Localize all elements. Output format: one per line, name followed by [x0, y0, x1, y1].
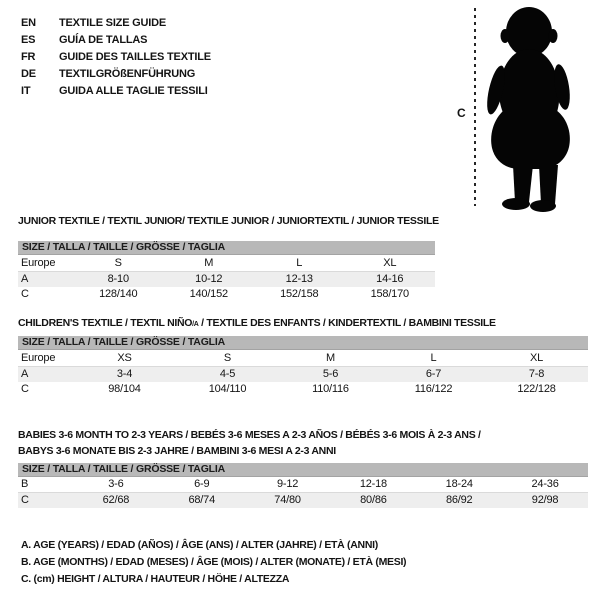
- language-row-de: [21, 66, 211, 83]
- height-dashed-line: [474, 8, 476, 206]
- row-label: B: [21, 478, 29, 490]
- title-subscript: /A: [192, 321, 199, 328]
- row-label: A: [21, 368, 29, 380]
- language-code: FR: [21, 51, 36, 63]
- row-label: C: [21, 494, 29, 506]
- size-cell: L: [296, 257, 303, 269]
- title-part: / TEXTILE DES ENFANTS / KINDERTEXTIL / BAMBINI TESSILE: [198, 317, 496, 329]
- table-row: [18, 350, 588, 367]
- height-cell: 80/86: [360, 494, 387, 506]
- title-part: CHILDREN'S TEXTILE / TEXTIL NIÑO: [18, 317, 193, 329]
- height-cell: 140/152: [189, 288, 228, 300]
- junior-table-title: JUNIOR TEXTILE / TEXTIL JUNIOR/ TEXTILE JUNIOR / JUNIORTEXTIL / JUNIOR TESSILE: [18, 215, 439, 227]
- age-cell: 5-6: [322, 368, 339, 380]
- language-row-fr: [21, 49, 211, 66]
- legend-line-a: A. AGE (YEARS) / EDAD (AÑOS) / ÂGE (ANS) / ALTER (JAHRE) / ETÀ (ANNI): [21, 539, 378, 551]
- language-row-es: [21, 32, 211, 49]
- height-cell: 122/128: [517, 383, 556, 395]
- age-cell: 9-12: [276, 478, 299, 490]
- height-cell: 74/80: [274, 494, 301, 506]
- row-label: C: [21, 288, 29, 300]
- guide-title-fr: GUIDE DES TAILLES TEXTILE: [59, 51, 211, 63]
- language-code: DE: [21, 68, 36, 80]
- size-header-bar: SIZE / TALLA / TAILLE / GRÖSSE / TAGLIA: [18, 241, 435, 255]
- age-cell: 10-12: [195, 273, 223, 285]
- language-code: IT: [21, 85, 31, 97]
- age-cell: 4-5: [219, 368, 236, 380]
- toddler-silhouette: [482, 5, 578, 213]
- language-row-it: [21, 83, 211, 100]
- size-cell: XL: [529, 352, 544, 364]
- height-cell: 158/170: [370, 288, 409, 300]
- language-code: EN: [21, 17, 36, 29]
- guide-title-en: TEXTILE SIZE GUIDE: [59, 17, 167, 29]
- age-cell: 3-4: [116, 368, 133, 380]
- height-cell: 104/110: [208, 383, 247, 395]
- size-cell: M: [204, 257, 214, 269]
- table-row: [18, 382, 588, 397]
- size-header-bar: SIZE / TALLA / TAILLE / GRÖSSE / TAGLIA: [18, 336, 588, 350]
- size-cell: XS: [117, 352, 132, 364]
- age-cell: 18-24: [445, 478, 473, 490]
- title-line-1: BABIES 3-6 MONTH TO 2-3 YEARS / BEBÉS 3-6 MESES A 2-3 AÑOS / BÉBÉS 3-6 MOIS À 2-3 ANS /: [18, 429, 481, 441]
- age-cell: 6-7: [425, 368, 442, 380]
- row-label: A: [21, 273, 29, 285]
- babies-table-title: [18, 427, 588, 459]
- language-row-en: [21, 15, 211, 32]
- babies-size-table: [18, 477, 588, 508]
- row-label: Europe: [21, 352, 56, 364]
- measurement-legend: [21, 537, 406, 588]
- language-title-list: [21, 15, 211, 100]
- height-cell: 116/122: [414, 383, 453, 395]
- row-label: Europe: [21, 257, 56, 269]
- size-header-bar: SIZE / TALLA / TAILLE / GRÖSSE / TAGLIA: [18, 463, 588, 477]
- legend-line-b: B. AGE (MONTHS) / EDAD (MESES) / ÂGE (MOIS) / ALTER (MONATE) / ETÀ (MESI): [21, 556, 407, 568]
- age-cell: 24-36: [531, 478, 559, 490]
- table-row: [18, 477, 588, 493]
- children-table-section: [18, 317, 588, 397]
- size-cell: S: [114, 257, 122, 269]
- table-row: [18, 367, 588, 383]
- size-cell: S: [223, 352, 232, 364]
- size-cell: M: [326, 352, 335, 364]
- table-row: [18, 287, 435, 302]
- age-cell: 14-16: [376, 273, 404, 285]
- babies-table-section: [18, 427, 588, 508]
- language-code: ES: [21, 34, 36, 46]
- height-measure-label: C: [457, 106, 466, 120]
- junior-table-section: [18, 215, 439, 302]
- age-cell: 8-10: [107, 273, 129, 285]
- table-row: [18, 272, 435, 288]
- height-cell: 62/68: [102, 494, 130, 506]
- age-cell: 7-8: [528, 368, 545, 380]
- legend-line-c: C. (cm) HEIGHT / ALTURA / HAUTEUR / HÖHE / ALTEZZA: [21, 573, 290, 585]
- height-cell: 68/74: [188, 494, 215, 506]
- title-line-2: BABYS 3-6 MONATE BIS 2-3 JAHRE / BAMBINI 3-6 MESI A 2-3 ANNI: [18, 445, 336, 457]
- size-cell: L: [430, 352, 437, 364]
- height-cell: 86/92: [445, 494, 473, 506]
- children-size-table: [18, 350, 588, 397]
- size-cell: XL: [383, 257, 397, 269]
- age-cell: 3-6: [108, 478, 124, 490]
- table-row: [18, 493, 588, 509]
- guide-title-it: GUIDA ALLE TAGLIE TESSILI: [59, 85, 208, 97]
- junior-size-table: [18, 255, 435, 302]
- height-cell: 110/116: [312, 383, 349, 395]
- row-label: C: [21, 383, 29, 395]
- age-cell: 12-18: [359, 478, 387, 490]
- height-cell: 98/104: [108, 383, 141, 395]
- height-cell: 92/98: [531, 494, 559, 506]
- height-cell: 152/158: [280, 288, 319, 300]
- height-cell: 128/140: [99, 288, 138, 300]
- children-table-title: [18, 317, 588, 331]
- age-cell: 6-9: [194, 478, 210, 490]
- guide-title-de: TEXTILGRÖßENFÜHRUNG: [59, 68, 196, 80]
- guide-title-es: GUÍA DE TALLAS: [59, 34, 148, 46]
- age-cell: 12-13: [285, 273, 313, 285]
- table-row: [18, 255, 435, 272]
